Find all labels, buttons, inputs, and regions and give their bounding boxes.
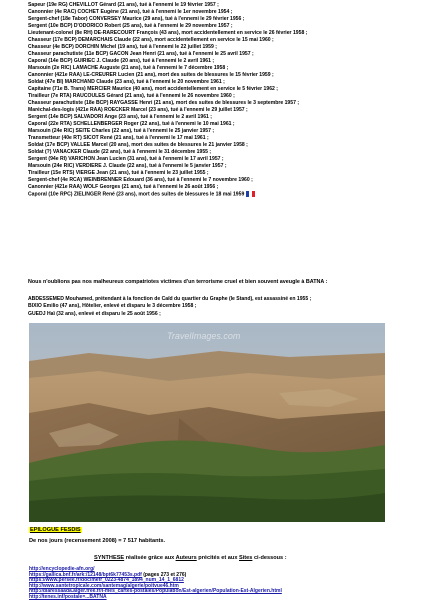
population-line: De nos jours (recensement 2008) = 7 517 habitants. xyxy=(29,538,166,544)
casualty-text: Canonnier (421e RAA) LE-CREURER Lucien (21 ans), mort des suites de blessures le 15 février 1959 ; xyxy=(28,72,274,78)
casualty-text: Tirailleur (7e RTA) RAUCOULES Gérard (21 ans), tué à l'ennemi le 26 novembre 1960 ; xyxy=(28,93,235,99)
source-link[interactable]: https://gallica.bnf.fr/ark:/12148/bpt6k77453s.pdf xyxy=(29,571,142,578)
casualty-entry xyxy=(28,16,418,23)
victim-entry: GUEDJ Haï (32 ans), enlevé et disparu le 25 août 1956 ; xyxy=(28,310,161,317)
casualty-text: Sergent-chef (18e Tabor) CONVERSEY Maurice (29 ans), tué à l'ennemi le 29 février 1956 ; xyxy=(28,16,245,22)
casualty-entry xyxy=(28,135,418,142)
casualty-text: Sergent-chef (4e RCA) WEINBRENNER Edouard (36 ans), tué à l'ennemi le 7 novembre 1960 ; xyxy=(28,177,253,183)
casualty-entry xyxy=(28,128,418,135)
casualty-entry xyxy=(28,37,418,44)
casualty-entry xyxy=(28,177,418,184)
casualty-text: Marsouin (24e RIC) VERDIERE J. Claude (22 ans), tué à l'ennemi le 5 janvier 1957 ; xyxy=(28,163,227,169)
casualty-text: Transmetteur (40e RT) SICOT René (21 ans), tué à l'ennemi le 17 mai 1961 ; xyxy=(28,135,209,141)
epilogue-heading: EPILOGUE FESDIS xyxy=(30,527,81,533)
synthese-mid2: précités et aux xyxy=(196,555,240,561)
victim-list xyxy=(28,296,418,318)
synthese-word: SYNTHESE xyxy=(94,555,125,561)
casualty-text: Chasseur parachutiste (18e BCP) RAYGASSE Henri (21 ans), mort des suites de blessures le 3 septembre 1957 ; xyxy=(28,100,300,106)
casualty-entry xyxy=(28,156,418,163)
synthese-mid: réalisée grâce aux xyxy=(124,555,176,561)
casualty-entry xyxy=(28,58,418,65)
casualty-entry xyxy=(28,51,418,58)
synthese-sites: Sites xyxy=(239,555,253,561)
casualty-text: Soldat (47e BI) MARCHAND Claude (23 ans), tué à l'ennemi le 20 novembre 1961 ; xyxy=(28,79,225,85)
casualty-entry xyxy=(28,163,418,170)
victim-entry: ABDESSEMED Mouhamed, prétendant à la fonction de Caïd du quartier du Graphe (le Stand), est assassiné en 1955 ; xyxy=(28,296,312,302)
flag-stripe xyxy=(252,191,255,197)
casualty-entry xyxy=(28,184,418,191)
casualty-entry xyxy=(28,9,418,16)
casualty-text: Caporal (22e RTA) SCHELLENBERGER Roger (22 ans), tué à l'ennemi le 10 mai 1961 ; xyxy=(28,121,235,127)
casualty-text: Sergent (94e RI) VARICHON Jean Lucien (31 ans), tué à l'ennemi le 17 avril 1957 ; xyxy=(28,156,224,162)
casualty-entry xyxy=(28,30,418,37)
source-links xyxy=(29,567,282,601)
casualty-text: Soldat (17e BCP) VALLEE Marcel (20 ans), mort des suites de blessures le 21 janvier 1958 ; xyxy=(28,142,248,148)
casualty-entry xyxy=(28,191,418,198)
casualty-entry xyxy=(28,93,418,100)
casualty-entry xyxy=(28,142,418,149)
casualty-text: Sergent (14e BCP) SALVADORI Ange (23 ans), tué à l'ennemi le 2 avril 1961 ; xyxy=(28,114,212,120)
victim-entry: BIXIO Emilio (47 ans), Hôtelier, enlevé et disparu le 3 décembre 1958 ; xyxy=(28,303,197,310)
casualty-text: Chasseur (17e BCP) DEMARCHAIS Claude (22 ans), mort accidentellement en service le 15 mai 1960 ; xyxy=(28,37,274,43)
casualty-entry xyxy=(28,72,418,79)
casualty-entry xyxy=(28,44,418,51)
casualty-text: Chasseur (4e BCP) DORCHIN Michel (19 ans), tué à l'ennemi le 22 juillet 1959 ; xyxy=(28,44,217,50)
casualty-text: Tirailleur (15e RTS) VIERGE Jean (21 ans), tué à l'ennemi le 23 juillet 1955 ; xyxy=(28,170,209,176)
source-link[interactable]: http://tenes.inf/postale=...BATNA xyxy=(29,593,107,600)
casualty-entry xyxy=(28,170,418,177)
synthese-line xyxy=(94,555,287,561)
casualty-text: Marsouin (2e RIC) LAMACHE Auguste (21 ans), tué à l'ennemi le 7 décembre 1958 ; xyxy=(28,65,229,71)
casualty-list xyxy=(28,2,418,198)
source-link[interactable]: http://encyclopedie-afn.org/ xyxy=(29,566,95,572)
casualty-entry xyxy=(28,86,418,93)
casualty-entry xyxy=(28,100,418,107)
photo-watermark: TravelImages.com xyxy=(167,331,241,341)
source-link[interactable]: https://www.persee.fr/doc/mefr_0223-4874_1894_num_14_1_6812 xyxy=(29,577,184,584)
casualty-entry xyxy=(28,2,418,9)
casualty-text: Maréchal-des-logis (421e RAA) ROECKER Marcel (23 ans), tué à l'ennemi le 29 juillet 1957 ; xyxy=(28,107,248,113)
casualty-entry xyxy=(28,65,418,72)
source-link[interactable]: http://diaressaada.alger.free.fr/I-mes_cartes-postales/Population/Est-algerien/Population-Est-Algerien.html xyxy=(29,588,282,595)
casualty-entry xyxy=(28,107,418,114)
casualty-text: Lieutenant-colonel (8e RH) DE-RARECOURT François (43 ans), mort accidentellement en service le 26 février 1958 ; xyxy=(28,30,308,36)
casualty-entry xyxy=(28,149,418,156)
synthese-end: ci-dessous : xyxy=(252,555,287,561)
casualty-text: Sapeur (19e RG) CHEVILLOT Gérard (21 ans), tué à l'ennemi le 19 février 1957 ; xyxy=(28,2,219,8)
french-flag-icon xyxy=(246,191,255,197)
casualty-entry xyxy=(28,79,418,86)
landscape-image xyxy=(29,323,385,522)
synthese-auteurs: Auteurs xyxy=(175,555,197,561)
casualty-text: Canonnier (421e RAA) WOLF Georges (21 ans), tué à l'ennemi le 26 août 1956 ; xyxy=(28,184,219,190)
batna-landscape-photo xyxy=(29,323,385,522)
terrorism-intro: Nous n'oublions pas nos malheureux compatriotes victimes d'un terrorisme cruel et bien souvent aveugle à BATNA : xyxy=(28,279,328,285)
casualty-text: Marsouin (24e RIC) SEITE Charles (22 ans), tué à l'ennemi le 25 janvier 1957 ; xyxy=(28,128,215,134)
source-link-note: (pages 273 et 276) xyxy=(141,571,187,578)
casualty-text: Soldat (?) VANACKER Claude (22 ans), tué à l'ennemi le 31 décembre 1955 ; xyxy=(28,149,212,155)
source-link[interactable]: http://www.santetropicale.com/santemag/algerie/poitvue46.htm xyxy=(29,582,179,589)
casualty-text: Caporal (10e RPC) ZIELINGER René (23 ans), mort des suites de blessures le 18 mai 1959 xyxy=(28,191,245,198)
casualty-text: Capitaine (71e B. Trans) MERCIER Maurice (40 ans), mort accidentellement en service le 5 février 1962 ; xyxy=(28,86,278,92)
casualty-entry xyxy=(28,121,418,128)
casualty-text: Caporal (14e BCP) GUIRIEC J. Claude (20 ans), tué à l'ennemi le 2 avril 1961 ; xyxy=(28,58,215,64)
casualty-entry xyxy=(28,114,418,121)
casualty-text: Canonnier (4e RAC) COCHET Eugène (21 ans), tué à l'ennemi le 1er novembre 1954 ; xyxy=(28,9,233,15)
casualty-text: Chasseur parachutiste (11e BCP) GACON Jean Henri (21 ans), tué à l'ennemi le 25 avril 1957 ; xyxy=(28,51,254,57)
casualty-entry xyxy=(28,23,418,30)
casualty-text: Sergent (10e BCP) D'ODORICO Robert (25 ans), tué à l'ennemi le 29 novembre 1957 ; xyxy=(28,23,233,29)
